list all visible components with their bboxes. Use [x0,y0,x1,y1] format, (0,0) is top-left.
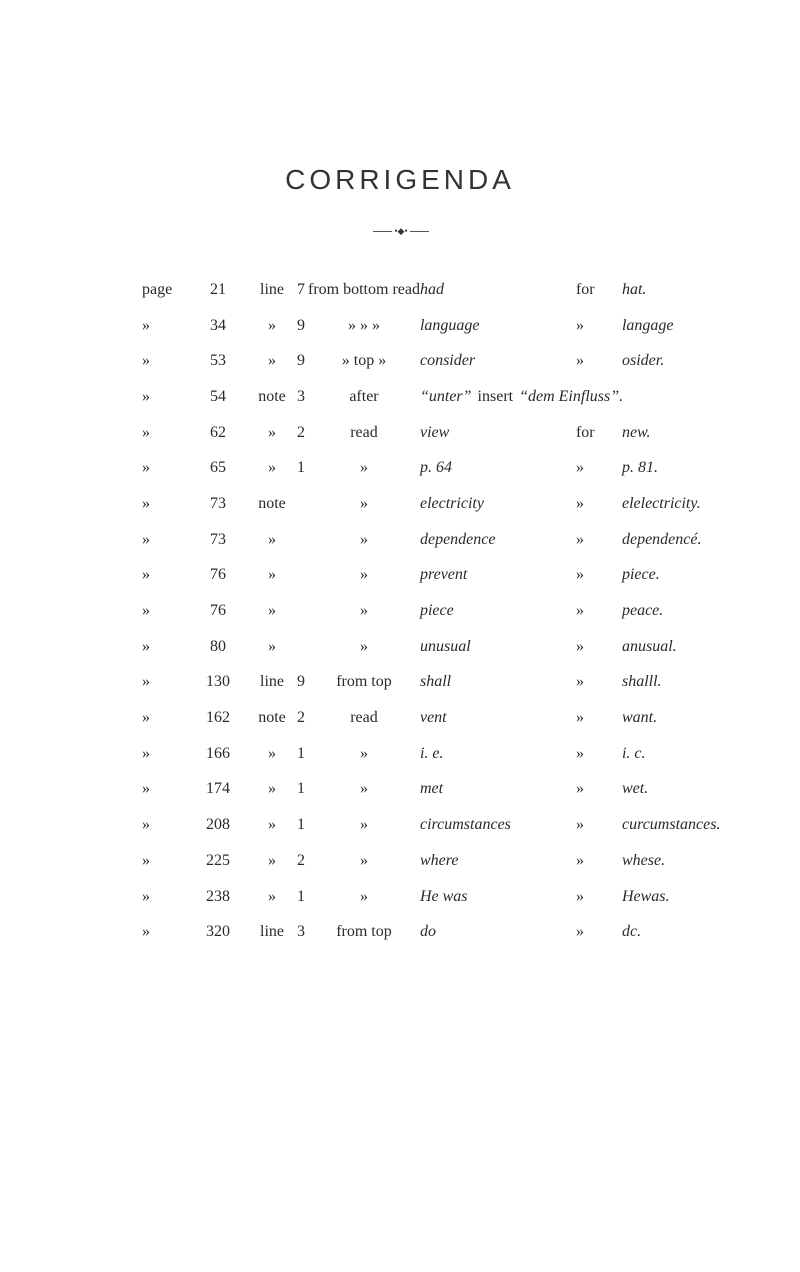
for-label: » [575,887,584,905]
erroneous-reading: want. [621,709,658,727]
corrigendum-row [142,522,720,558]
instruction: read [350,423,378,441]
corrigenda-table [142,272,720,950]
page-ref: » [142,423,150,441]
page-number: 76 [210,566,226,584]
erroneous-reading: elelectricity. [621,494,701,512]
corrigendum-row [142,665,720,701]
for-label: » [575,780,584,798]
corrigenda-body [142,272,720,950]
page-ref: » [142,887,150,905]
line-ref: » [268,744,276,762]
line-ref: » [268,459,276,477]
instruction: » [359,494,368,512]
instruction: » [359,851,368,869]
erroneous-reading: i. c. [621,744,646,762]
page-ref: » [142,459,150,477]
instruction: » » » [347,316,380,334]
page-ref: » [142,352,150,370]
for-label: » [575,673,584,691]
line-number [294,629,308,665]
page-ref: » [142,494,150,512]
for-label: » [575,352,584,370]
corrected-reading: consider [419,352,476,370]
page-ref: » [142,602,150,620]
corrected-reading: i. e. [419,744,444,762]
line-number [294,522,308,558]
corrigendum-row [142,558,720,594]
corrigendum-row [142,450,720,486]
corrected-reading: piece [419,602,454,620]
instruction: after [349,387,379,405]
page-number: 73 [210,530,226,548]
erroneous-reading: p. 81. [621,459,658,477]
page-number: 65 [210,459,226,477]
insertion-text [420,379,721,415]
corrigendum-row [142,914,720,950]
page-number: 174 [206,780,230,798]
corrected-reading: shall [419,673,452,691]
corrected-reading: p. 64 [419,459,452,477]
corrected-reading: He was [419,887,468,905]
corrected-reading: circumstances [419,816,511,834]
line-ref: line [260,923,284,941]
page-number: 238 [206,887,230,905]
line-ref: note [258,709,286,727]
for-label: » [575,494,584,512]
instruction: from top [336,673,392,691]
quoted-original: “unter” [419,387,472,405]
erroneous-reading: new. [621,423,651,441]
page-ref: » [142,923,150,941]
erroneous-reading: langage [621,316,674,334]
erroneous-reading: dc. [621,923,642,941]
line-number [294,558,308,594]
line-ref: line [260,280,284,298]
line-number: 1 [297,816,305,834]
page-number: 73 [210,494,226,512]
erroneous-reading: curcumstances. [621,816,721,834]
corrigendum-row [142,843,720,879]
line-ref: » [268,316,276,334]
line-number: 9 [297,316,305,334]
page-ref: » [142,709,150,727]
page-ref: » [142,816,150,834]
page-number: 320 [206,923,230,941]
page-number: 130 [206,673,230,691]
page-ref: » [142,851,150,869]
corrigendum-row [142,486,720,522]
corrected-reading: view [419,423,450,441]
corrected-reading: vent [419,709,447,727]
line-number: 2 [297,709,305,727]
instruction: » [359,780,368,798]
page-number: 76 [210,602,226,620]
page-number: 162 [206,709,230,727]
page-number: 80 [210,637,226,655]
instruction: from top [336,923,392,941]
corrigendum-row [142,879,720,915]
line-number: 1 [297,887,305,905]
corrigendum-row [142,629,720,665]
ornament-dots: •◆• [394,226,408,236]
for-label: » [575,816,584,834]
erroneous-reading: shalll. [621,673,662,691]
line-ref: line [260,673,284,691]
quoted-insertion: “dem Einfluss”. [519,387,624,405]
erroneous-reading: osider. [621,352,665,370]
for-label: » [575,851,584,869]
line-number: 9 [297,352,305,370]
corrigendum-row [142,379,720,415]
ornament-rule-right [410,231,429,232]
line-ref: » [268,816,276,834]
page-number: 54 [210,387,226,405]
erroneous-reading: peace. [621,602,664,620]
page-number: 53 [210,352,226,370]
instruction: » [359,816,368,834]
page-number: 225 [206,851,230,869]
erroneous-reading: wet. [621,780,649,798]
line-number [294,593,308,629]
corrigendum-row [142,272,720,308]
for-label: » [575,530,584,548]
line-number: 9 [297,673,305,691]
page-ref: » [142,387,150,405]
corrected-reading: had [419,280,444,298]
corrigendum-row [142,807,720,843]
line-number: 1 [297,459,305,477]
line-ref: » [268,423,276,441]
page-number: 34 [210,316,226,334]
for-label: for [575,280,595,298]
for-label: for [575,423,595,441]
page-number: 208 [206,816,230,834]
instruction: from bottom read [308,280,420,298]
page-number: 21 [210,280,226,298]
page-ref: » [142,780,150,798]
for-label: » [575,316,584,334]
line-number: 1 [297,780,305,798]
page-number: 62 [210,423,226,441]
insert-word: insert [477,387,514,405]
instruction: » [359,637,368,655]
line-number: 2 [297,851,305,869]
line-number: 3 [297,387,305,405]
corrigendum-row [142,736,720,772]
for-label: » [575,709,584,727]
corrected-reading: unusual [419,637,471,655]
page-ref: » [142,744,150,762]
ornament-rule-left [373,231,392,232]
line-ref: » [268,602,276,620]
corrected-reading: where [419,851,459,869]
erroneous-reading: whese. [621,851,666,869]
line-ref: note [258,494,286,512]
line-ref: note [258,387,286,405]
instruction: » [359,530,368,548]
line-number: 2 [297,423,305,441]
corrigendum-row [142,308,720,344]
page-ref: » [142,637,150,655]
instruction: » [359,887,368,905]
line-ref: » [268,780,276,798]
corrigendum-row [142,700,720,736]
erroneous-reading: dependencé. [621,530,702,548]
corrigendum-row [142,415,720,451]
instruction: » top » [341,352,387,370]
page-number: 166 [206,744,230,762]
page-ref: page [142,280,173,298]
corrected-reading: met [419,780,444,798]
instruction: » [359,744,368,762]
erroneous-reading: anusual. [621,637,677,655]
line-ref: » [268,851,276,869]
erroneous-reading: Hewas. [621,887,670,905]
corrigendum-row [142,593,720,629]
line-number: 7 [297,280,305,298]
page-ref: » [142,673,150,691]
line-number [294,486,308,522]
page-ref: » [142,566,150,584]
page-title: CORRIGENDA [285,164,515,195]
for-label: » [575,637,584,655]
erroneous-reading: piece. [621,566,660,584]
page-ref: » [142,530,150,548]
line-ref: » [268,530,276,548]
for-label: » [575,566,584,584]
line-ref: » [268,352,276,370]
page-ref: » [142,316,150,334]
line-ref: » [268,637,276,655]
line-number: 1 [297,744,305,762]
instruction: » [359,602,368,620]
corrigendum-row [142,343,720,379]
for-label: » [575,923,584,941]
for-label: » [575,744,584,762]
instruction: » [359,566,368,584]
instruction: read [350,709,378,727]
corrected-reading: electricity [419,494,484,512]
for-label: » [575,459,584,477]
corrigendum-row [142,772,720,808]
for-label: » [575,602,584,620]
corrected-reading: language [419,316,480,334]
line-ref: » [268,887,276,905]
line-ref: » [268,566,276,584]
corrected-reading: dependence [419,530,496,548]
instruction: » [359,459,368,477]
erroneous-reading: hat. [621,280,647,298]
corrected-reading: prevent [419,566,468,584]
corrected-reading: do [419,923,436,941]
title-ornament [373,226,429,236]
line-number: 3 [297,923,305,941]
